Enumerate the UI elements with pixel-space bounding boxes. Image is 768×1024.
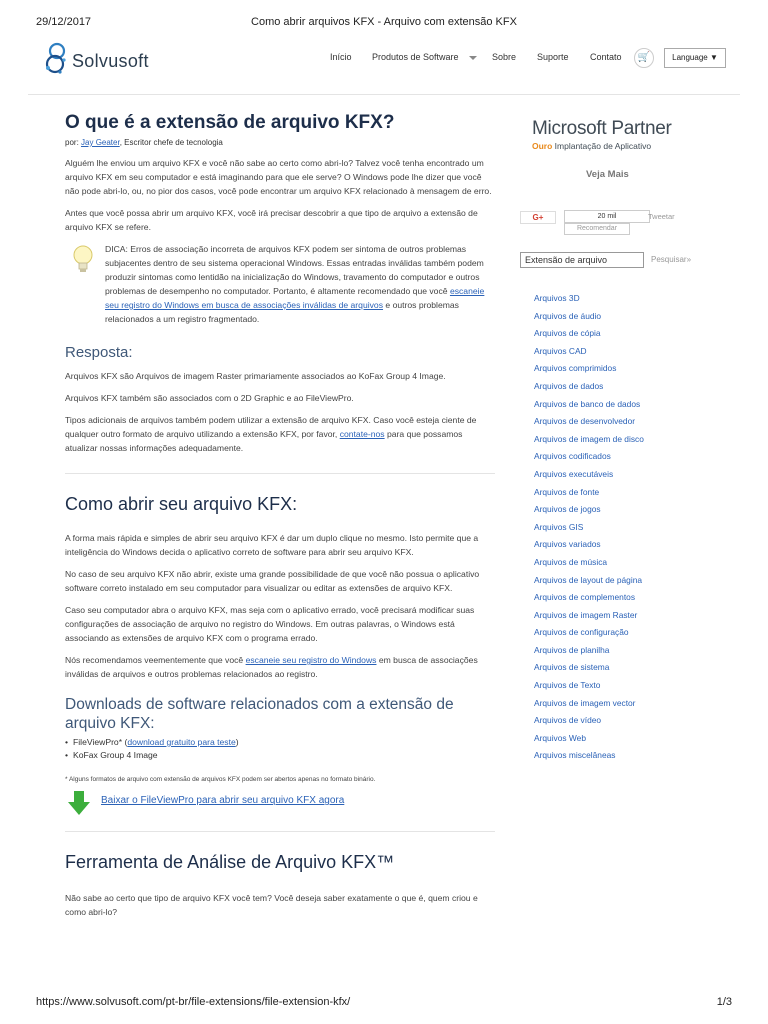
- section-divider: [65, 831, 495, 832]
- tip-text: [105, 242, 495, 326]
- open-paragraph-1: A forma mais rápida e simples de abrir seu arquivo KFX é dar um duplo clique no mesmo. Isto permite que a inteligência do Windows decida o aplicativo correto de software para abrir seu arquivo KFX.: [65, 533, 479, 557]
- article: [65, 112, 495, 927]
- byline-prefix: por:: [65, 138, 82, 147]
- category-link[interactable]: Arquivos de planilha: [534, 644, 610, 655]
- tip-scan-link[interactable]: escaneie seu registro do Windows em busca de associações inválidas de arquivos: [105, 286, 485, 310]
- microsoft-partner-badge: [532, 118, 710, 151]
- category-link[interactable]: Arquivos de dados: [534, 380, 604, 391]
- download-arrow-icon: [68, 791, 90, 815]
- category-link[interactable]: Arquivos 3D: [534, 293, 580, 303]
- tweet-button[interactable]: Tweetar: [648, 212, 675, 221]
- category-link[interactable]: Arquivos de complementos: [534, 592, 636, 603]
- category-link[interactable]: Arquivos GIS: [534, 521, 584, 532]
- partner-desc: Implantação de Aplicativo: [552, 141, 652, 151]
- tool-heading: Ferramenta de Análise de Arquivo KFX™: [65, 852, 395, 872]
- nav-suporte[interactable]: Suporte: [537, 52, 569, 62]
- lightbulb-icon: [72, 245, 94, 275]
- category-link[interactable]: Arquivos de sistema: [534, 662, 610, 673]
- download-item-2: KoFax Group 4 Image: [73, 750, 158, 760]
- partner-level: Ouro: [532, 141, 553, 151]
- download-cta-link[interactable]: Baixar o FileViewPro para abrir seu arquivo KFX agora: [101, 795, 345, 806]
- language-button[interactable]: Language ▼: [664, 48, 726, 68]
- print-footer: [36, 996, 732, 1010]
- category-link[interactable]: Arquivos codificados: [534, 451, 611, 462]
- nav-sobre[interactable]: Sobre: [492, 52, 517, 62]
- google-plus-button[interactable]: [520, 211, 556, 224]
- category-link[interactable]: Arquivos de desenvolvedor: [534, 416, 636, 427]
- answer-paragraph-1: Arquivos KFX são Arquivos de imagem Raster primariamente associados ao KoFax Group 4 Image.: [65, 371, 446, 381]
- answer-paragraph-2: Arquivos KFX também são associados com o 2D Graphic e ao FileViewPro.: [65, 393, 354, 403]
- category-link[interactable]: Arquivos de Texto: [534, 680, 601, 691]
- free-trial-link[interactable]: download gratuito para teste: [127, 737, 236, 747]
- byline: [65, 138, 495, 147]
- author-role: , Escritor chefe de tecnologia: [119, 138, 223, 147]
- download-item-1: FileViewPro* (: [73, 737, 128, 747]
- chevron-down-icon: [469, 56, 477, 60]
- fine-print: * Alguns formatos de arquivo com extensão de arquivos KFX podem ser abertos apenas no formato binário.: [65, 776, 376, 783]
- category-link[interactable]: Arquivos variados: [534, 539, 601, 550]
- category-link[interactable]: Arquivos de banco de dados: [534, 398, 641, 409]
- sidebar: [520, 118, 710, 765]
- category-link[interactable]: Arquivos executáveis: [534, 468, 614, 479]
- section-divider: [65, 473, 495, 474]
- gplus-label: G+: [532, 213, 544, 222]
- open-paragraph-4: [65, 653, 495, 681]
- print-date: 29/12/2017: [36, 16, 92, 28]
- answer-paragraph-3: [65, 413, 495, 455]
- open-p4-post: em busca de associações inválidas de arquivos e outros problemas relacionados ao registro.: [65, 655, 478, 679]
- category-link[interactable]: Arquivos Web: [534, 732, 586, 743]
- author-link[interactable]: Jay Geater: [81, 138, 120, 147]
- partner-subtitle: [532, 141, 710, 151]
- print-page-number: 1/3: [716, 996, 732, 1008]
- recommend-button[interactable]: Recomendar: [564, 223, 630, 235]
- logo-text: Solvusoft: [72, 51, 149, 71]
- nav-produtos[interactable]: [372, 52, 477, 62]
- downloads-list: [65, 736, 495, 762]
- cart-icon[interactable]: 🛒: [634, 48, 654, 68]
- nav-contato[interactable]: Contato: [590, 52, 622, 62]
- open-heading: Como abrir seu arquivo KFX:: [65, 494, 298, 514]
- tool-paragraph-1: Não sabe ao certo que tipo de arquivo KFX você tem? Você deseja saber exatamente o que é, quem criou e como abri-lo?: [65, 893, 478, 917]
- contact-link[interactable]: contate-nos: [339, 429, 385, 439]
- open-paragraph-3: Caso seu computador abra o arquivo KFX, mas seja com o aplicativo errado, você precisará modificar suas configurações de associação de arquivo no registro do Windows. Em outras palavras, o Windows está associando as extensões de arquivo KFX com o programa errado.: [65, 605, 475, 643]
- partner-title: Microsoft Partner: [532, 118, 672, 139]
- download-item-1-close: ): [235, 737, 239, 747]
- category-link[interactable]: Arquivos de configuração: [534, 627, 629, 638]
- list-item: [65, 736, 495, 749]
- search-button[interactable]: Pesquisar»: [651, 255, 692, 264]
- category-link[interactable]: Arquivos de música: [534, 556, 608, 567]
- print-header: [36, 16, 732, 30]
- download-cta[interactable]: [65, 791, 495, 817]
- category-link[interactable]: Arquivos comprimidos: [534, 363, 617, 374]
- see-more-link[interactable]: Veja Mais: [586, 169, 629, 180]
- social-buttons: [520, 210, 710, 242]
- nav-inicio[interactable]: Início: [330, 52, 352, 62]
- category-link[interactable]: Arquivos de áudio: [534, 310, 602, 321]
- category-link[interactable]: Arquivos CAD: [534, 345, 587, 356]
- tip-main: DICA: Erros de associação incorreta de arquivos KFX podem ser sintoma de outros problemas subjacentes dentro de seu sistema operacional Windows. Essas entradas inválidas também podem produzir sintomas como lentidão na inicialização do Windows, travamento do computador e outros problemas de desempenho no computador. Portanto, é altamente recomendado que você: [105, 244, 484, 296]
- answer-p3-pre: Tipos adicionais de arquivos também podem utilizar a extensão de arquivo KFX. Caso você esteja ciente de qualquer outro formato de arquivo utilizando a extensão KFX, por favor,: [65, 415, 477, 439]
- print-url: https://www.solvusoft.com/pt-br/file-extensions/file-extension-kfx/: [36, 996, 351, 1008]
- category-link[interactable]: Arquivos de jogos: [534, 504, 601, 515]
- tip-box: [65, 242, 495, 326]
- logo-icon: [44, 40, 70, 76]
- header-divider: [28, 94, 740, 95]
- print-page-title: Como abrir arquivos KFX - Arquivo com extensão KFX: [251, 16, 517, 28]
- category-link[interactable]: Arquivos de fonte: [534, 486, 600, 497]
- category-list: [534, 290, 710, 765]
- share-count: 20 mil: [564, 210, 650, 223]
- nav-produtos-label: Produtos de Software: [372, 52, 459, 62]
- answer-heading: Resposta:: [65, 344, 133, 361]
- category-link[interactable]: Arquivos de vídeo: [534, 715, 602, 726]
- category-link[interactable]: Arquivos de imagem Raster: [534, 609, 638, 620]
- category-link[interactable]: Arquivos de cópia: [534, 328, 601, 339]
- tip-suffix: e outros problemas relacionados a um registro fragmentado.: [105, 300, 459, 324]
- category-link[interactable]: Arquivos de imagem vector: [534, 697, 636, 708]
- search-input[interactable]: Extensão de arquivo: [520, 252, 644, 268]
- page-title: O que é a extensão de arquivo KFX?: [65, 112, 395, 133]
- intro-paragraph-1: Alguém lhe enviou um arquivo KFX e você não sabe ao certo como abri-lo? Talvez você tenha encontrado um arquivo KFX em seu computador e está imaginando para que ele serve? O Windows pode lhe dizer que você não pode abri-lo, ou, no pior dos casos, você pode encontrar um arquivo KFX relacionado à mensagem de erro.: [65, 158, 492, 196]
- solvusoft-logo[interactable]: [44, 40, 174, 78]
- category-link[interactable]: Arquivos miscelâneas: [534, 750, 616, 761]
- downloads-heading: Downloads de software relacionados com a extensão de arquivo KFX:: [65, 696, 454, 732]
- open-paragraph-2: No caso de seu arquivo KFX não abrir, existe uma grande possibilidade de que você não possua o aplicativo software correto instalado em seu computador para visualizar ou editar as extensões de arquivo KFX.: [65, 569, 480, 593]
- answer-p3-post: para que possamos atualizar nossas informações adequadamente.: [65, 429, 463, 453]
- open-p4-pre: Nós recomendamos veementemente que você: [65, 655, 246, 665]
- registry-scan-link[interactable]: escaneie seu registro do Windows: [245, 655, 377, 665]
- list-item: [65, 749, 495, 762]
- search-form: [520, 252, 710, 270]
- category-link[interactable]: Arquivos de layout de página: [534, 574, 643, 585]
- intro-paragraph-2: Antes que você possa abrir um arquivo KFX, você irá precisar descobrir a que tipo de arquivo a extensão de arquivo KFX se refere.: [65, 208, 478, 232]
- category-link[interactable]: Arquivos de imagem de disco: [534, 433, 644, 444]
